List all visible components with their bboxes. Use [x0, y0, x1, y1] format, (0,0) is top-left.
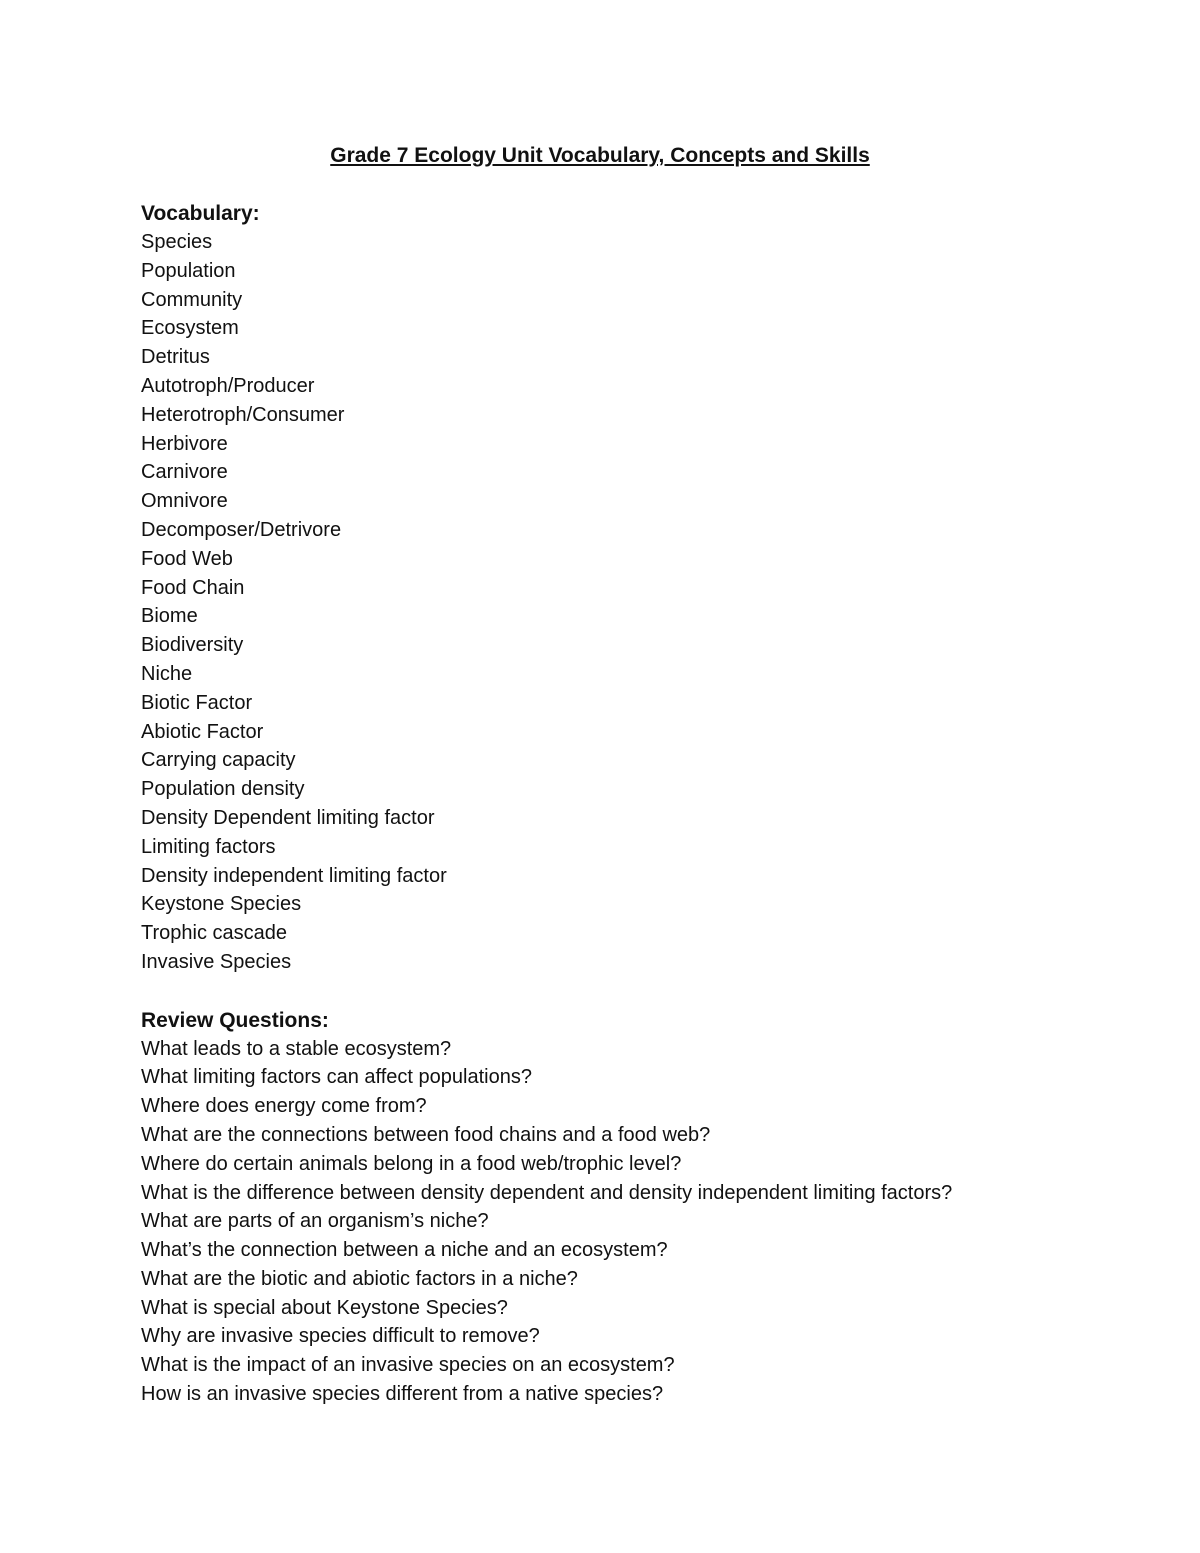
review-question: What are parts of an organism’s niche?: [141, 1210, 489, 1233]
vocabulary-term: Abiotic Factor: [141, 720, 264, 743]
review-questions-list: [141, 1035, 1141, 1409]
review-question: What leads to a stable ecosystem?: [141, 1037, 452, 1060]
vocabulary-term: Decomposer/Detrivore: [141, 518, 342, 541]
review-question: What is the impact of an invasive species on an ecosystem?: [141, 1354, 675, 1377]
review-question: What is the difference between density dependent and density independent limiting factors?: [141, 1181, 953, 1204]
vocabulary-term: Limiting factors: [141, 835, 276, 858]
review-question: Why are invasive species difficult to remove?: [141, 1325, 540, 1348]
section-spacer: [141, 977, 1141, 1006]
review-question: Where does energy come from?: [141, 1095, 427, 1118]
vocabulary-term: Species: [141, 231, 213, 253]
vocabulary-term: Carrying capacity: [141, 749, 296, 772]
vocabulary-term: Carnivore: [141, 461, 228, 484]
review-question: How is an invasive species different from a native species?: [141, 1383, 664, 1406]
vocabulary-term: Trophic cascade: [141, 922, 287, 945]
vocabulary-term: Biodiversity: [141, 634, 244, 657]
vocabulary-term: Invasive Species: [141, 950, 292, 973]
document-title: Grade 7 Ecology Unit Vocabulary, Concepts and Skills: [330, 144, 870, 167]
vocabulary-term: Population density: [141, 778, 305, 801]
review-questions-heading: Review Questions:: [141, 1008, 329, 1032]
document-body: [141, 199, 1141, 1409]
vocabulary-term: Food Web: [141, 547, 233, 570]
vocabulary-term: Biotic Factor: [141, 691, 253, 714]
vocabulary-term: Ecosystem: [141, 317, 239, 340]
vocabulary-term: Population: [141, 259, 236, 282]
review-question: What is special about Keystone Species?: [141, 1296, 508, 1319]
vocabulary-term: Biome: [141, 605, 198, 628]
vocabulary-heading: Vocabulary:: [141, 202, 260, 225]
vocabulary-term: Niche: [141, 662, 193, 685]
vocabulary-term: Autotroph/Producer: [141, 374, 315, 397]
review-question: What limiting factors can affect populations?: [141, 1066, 532, 1089]
vocabulary-list: [141, 228, 1141, 977]
vocabulary-term: Community: [141, 288, 243, 311]
vocabulary-term: Density independent limiting factor: [141, 864, 447, 887]
vocabulary-term: Omnivore: [141, 490, 228, 513]
vocabulary-term: Keystone Species: [141, 893, 302, 916]
vocabulary-term: Detritus: [141, 346, 210, 369]
review-question: Where do certain animals belong in a food web/trophic level?: [141, 1152, 682, 1175]
review-question: What are the connections between food chains and a food web?: [141, 1123, 711, 1146]
vocabulary-term: Heterotroph/Consumer: [141, 403, 345, 426]
vocabulary-term: Herbivore: [141, 432, 228, 455]
vocabulary-term: Density Dependent limiting factor: [141, 806, 435, 829]
review-question: What’s the connection between a niche and an ecosystem?: [141, 1239, 668, 1262]
review-question: What are the biotic and abiotic factors in a niche?: [141, 1267, 578, 1290]
vocabulary-term: Food Chain: [141, 576, 245, 599]
